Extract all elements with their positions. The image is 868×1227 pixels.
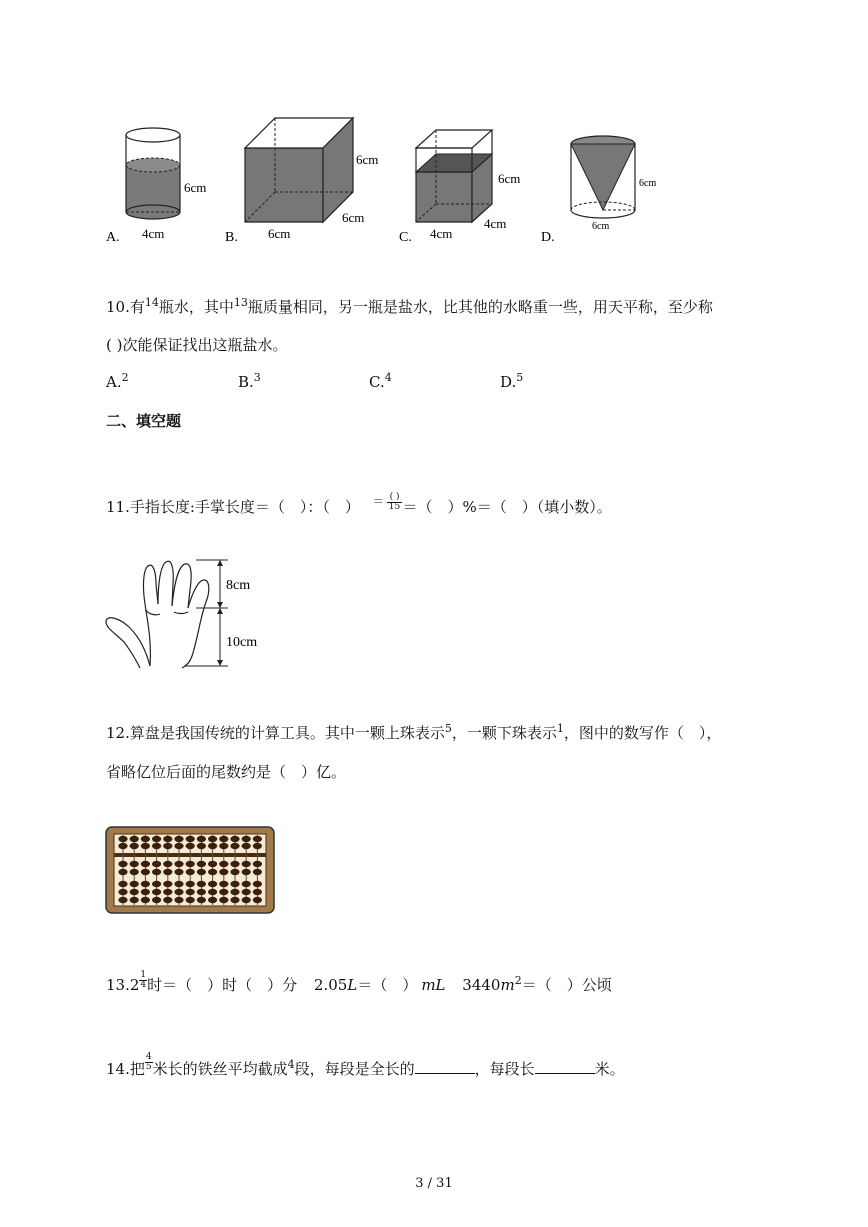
abacus-lower-bead [197,881,206,887]
abacus-figure [105,826,275,914]
q10-num-14: 14 [144,296,159,309]
dim-c-3: 6cm [498,171,521,186]
abacus-lower-bead [141,881,150,887]
abacus-upper-bead [174,843,183,849]
option-value: 3 [253,371,261,384]
abacus-upper-bead [253,836,262,842]
abacus-upper-bead [219,843,228,849]
q10-option-c [369,373,392,391]
dim-d-1: 6cm [592,221,610,232]
q14-part4: 米。 [594,1060,625,1078]
abacus-upper-bead [130,836,139,842]
abacus-upper-bead [130,843,139,849]
q13-unit-ml: mL [421,976,446,994]
hand-figure [100,556,280,676]
abacus-lower-bead [118,881,127,887]
dim-d-2: 6cm [639,178,657,189]
abacus-lower-bead [163,861,172,867]
q11-frac-den: 15 [388,501,401,512]
q13-sq: 2 [514,974,522,987]
q13-unit-l: L [347,976,358,994]
q9-figures [100,110,680,250]
page-number: 3 / 31 [415,1176,453,1191]
q13-prefix: 13. [106,976,130,994]
abacus-lower-bead [197,861,206,867]
abacus-lower-bead [118,889,127,895]
section-title: 二、填空题 [106,412,182,430]
option-label: C. [369,373,385,391]
option-a-letter: A. [106,230,120,245]
q12-num-5: 5 [444,722,452,735]
abacus-upper-bead [186,836,195,842]
abacus-lower-bead [152,869,161,875]
abacus-lower-bead [253,861,262,867]
dim-a-1: 4cm [142,226,165,241]
q12-line2: 省略亿位后面的尾数约是（ ）亿。 [106,763,347,781]
abacus-upper-bead [208,836,217,842]
abacus-lower-bead [230,897,239,903]
cylinder-cone-d [571,136,635,218]
q11-line [106,491,612,518]
abacus-lower-bead [242,897,251,903]
abacus-upper-bead [253,843,262,849]
abacus-lower-bead [130,881,139,887]
abacus-lower-bead [253,889,262,895]
q10-line1 [106,296,713,317]
q14-part1: 米长的铁丝平均截成 [152,1060,288,1078]
abacus-lower-bead [141,889,150,895]
abacus-upper-bead [118,843,127,849]
q14-line [106,1051,625,1080]
q14-fraction [145,1053,153,1072]
abacus-lower-bead [174,869,183,875]
option-value: 2 [121,371,129,384]
abacus-lower-bead [163,869,172,875]
abacus-lower-bead [118,897,127,903]
q14-prefix: 14.把 [106,1060,145,1078]
q13-val2: 2.05 [313,976,348,994]
abacus-lower-bead [242,881,251,887]
abacus-lower-bead [208,869,217,875]
q13-part2: ＝（ ） [357,976,418,994]
abacus-lower-bead [163,889,172,895]
abacus-lower-bead [130,897,139,903]
abacus-lower-bead [163,897,172,903]
q10-prefix: 10.有 [106,298,145,316]
abacus-lower-bead [130,889,139,895]
abacus-upper-bead [208,843,217,849]
q12-text-a: 12.算盘是我国传统的计算工具。其中一颗上珠表示 [106,724,445,742]
cylinder-a [126,128,180,219]
q13-part3: ＝（ ）公顷 [521,976,612,994]
abacus-lower-bead [152,889,161,895]
abacus-lower-bead [118,869,127,875]
abacus-lower-bead [186,897,195,903]
abacus-upper-bead [242,843,251,849]
q13-line [106,969,612,996]
abacus-lower-bead [208,861,217,867]
abacus-lower-bead [174,897,183,903]
q13-whole: 2 [129,976,140,994]
dim-c-1: 4cm [430,226,453,241]
abacus-upper-bead [141,836,150,842]
abacus-lower-bead [230,881,239,887]
q10-line2: ( )次能保证找出这瓶盐水。 [106,336,288,354]
dim-c-2: 4cm [484,216,507,231]
q14-part3: ，每段长 [474,1060,535,1078]
abacus-upper-bead [163,836,172,842]
abacus-lower-bead [242,861,251,867]
q13-frac-num: 1 [140,969,147,980]
abacus-lower-bead [208,897,217,903]
abacus-upper-bead [118,836,127,842]
abacus-upper-bead [197,843,206,849]
abacus-lower-bead [130,869,139,875]
abacus-upper-bead [242,836,251,842]
abacus-lower-bead [197,869,206,875]
q13-val3: 3440 [462,976,501,994]
option-c-letter: C. [399,230,412,245]
abacus-lower-bead [219,869,228,875]
q9-shapes-svg [100,110,680,250]
abacus-lower-bead [253,869,262,875]
dim-b-3: 6cm [356,152,379,167]
abacus-upper-bead [174,836,183,842]
abacus-lower-bead [208,881,217,887]
abacus-lower-bead [174,889,183,895]
abacus-lower-bead [174,881,183,887]
q14-blank-2[interactable] [535,1059,595,1074]
q10-mid1: 瓶水，其中 [158,298,234,316]
abacus-lower-bead [186,861,195,867]
q10-option-b [238,373,261,391]
q11-part1: 11.手指长度:手掌长度＝（ ）：（ ） [106,498,360,516]
option-value: 5 [516,371,524,384]
abacus-lower-bead [118,861,127,867]
abacus-lower-bead [141,869,150,875]
cuboid-c [416,130,492,222]
q11-fraction [373,493,403,512]
q13-frac-den: 4 [140,979,147,990]
option-value: 4 [384,371,392,384]
option-label: A. [106,373,122,391]
abacus-lower-bead [219,881,228,887]
abacus-upper-bead [152,843,161,849]
abacus-lower-bead [253,897,262,903]
abacus-upper-bead [141,843,150,849]
dim-a-2: 6cm [184,180,207,195]
q13-fraction [139,971,147,990]
q10-num-13: 13 [233,296,248,309]
abacus-lower-bead [230,861,239,867]
abacus-lower-bead [186,869,195,875]
abacus-svg [105,826,275,914]
q12-num-1: 1 [556,722,564,735]
q10-mid2: 瓶质量相同，另一瓶是盐水，比其他的水略重一些，用天平称，至少称 [247,298,713,316]
abacus-lower-bead [230,869,239,875]
finger-length-label: 8cm [226,578,251,593]
abacus-lower-bead [186,889,195,895]
q11-eq: ＝ [372,494,384,508]
abacus-lower-bead [163,881,172,887]
abacus-lower-bead [242,889,251,895]
q12-line1 [106,722,721,743]
abacus-upper-bead [186,843,195,849]
cube-b [245,118,353,222]
option-b-letter: B. [225,230,238,245]
abacus-upper-bead [219,836,228,842]
option-label: B. [238,373,254,391]
q14-part2: 段，每段是全长的 [294,1060,415,1078]
abacus-lower-bead [219,889,228,895]
abacus-upper-bead [230,843,239,849]
abacus-lower-bead [141,861,150,867]
abacus-upper-bead [230,836,239,842]
q14-blank-1[interactable] [415,1059,475,1074]
abacus-upper-bead [152,836,161,842]
q13-unit-m: m [500,976,515,994]
q10-option-d [500,373,523,391]
option-label: D. [500,373,517,391]
q11-part2: ＝（ ）%＝（ ）（填小数）。 [402,498,612,516]
q12-text-c: ，图中的数写作（ ）， [563,724,722,742]
abacus-lower-bead [242,869,251,875]
abacus-lower-bead [208,889,217,895]
abacus-lower-bead [130,861,139,867]
q14-frac-den: 5 [145,1061,152,1072]
abacus-lower-bead [186,881,195,887]
abacus-lower-bead [152,897,161,903]
abacus-lower-bead [152,881,161,887]
dim-b-2: 6cm [342,210,365,225]
abacus-lower-bead [197,897,206,903]
abacus-lower-bead [141,897,150,903]
q10-option-a [106,373,129,391]
abacus-lower-bead [197,889,206,895]
q12-text-b: ，一颗下珠表示 [451,724,557,742]
abacus-lower-bead [219,861,228,867]
abacus-lower-bead [174,861,183,867]
q11-frac-num: ( ) [387,493,403,503]
dim-b-1: 6cm [268,226,291,241]
q14-frac-num: 4 [145,1051,152,1062]
q14-num-4: 4 [287,1058,295,1071]
option-d-letter: D. [541,230,555,245]
abacus-lower-bead [152,861,161,867]
palm-length-label: 10cm [226,635,258,650]
abacus-lower-bead [230,889,239,895]
abacus-lower-bead [253,881,262,887]
abacus-upper-bead [163,843,172,849]
hand-svg [100,556,280,676]
q13-part1: 时＝（ ）时（ ）分 [147,976,298,994]
abacus-upper-bead [197,836,206,842]
abacus-lower-bead [219,897,228,903]
